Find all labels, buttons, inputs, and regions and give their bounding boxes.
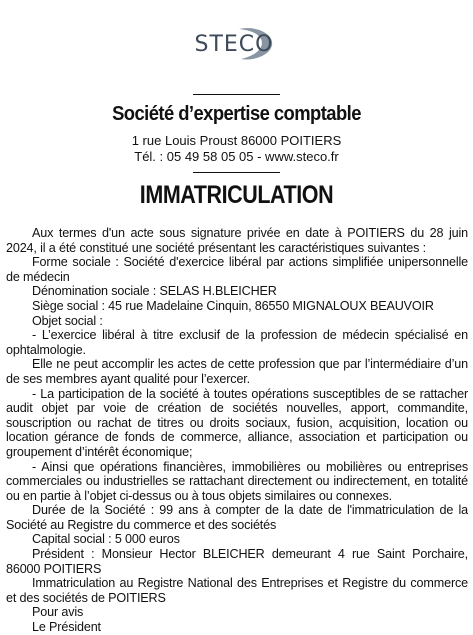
- notice-body: [6, 226, 468, 635]
- paragraph-siege-social: Siège social : 45 rue Madelaine Cinquin, 86550 MIGNALOUX BEAUVOIR: [32, 298, 434, 313]
- steco-logo: [193, 26, 275, 62]
- paragraph-objet-operations: - Ainsi que opérations financières, immobilières ou mobilières ou entreprises commerciales ou industrielles se rattachant directement ou indirectement, en totalité ou en partie à l’objet ci-dessus ou à tous objets similaires ou connexes.: [6, 459, 468, 503]
- paragraph-duree: Durée de la Société : 99 ans à compter de la date de l'immatriculation de la Société au Registre du commerce et des sociétés: [6, 503, 468, 532]
- paragraph-intro: Aux termes d'un acte sous signature privée en date à POITIERS du 28 juin 2024, il a été constitué une société présentant les caractéristiques suivantes :: [6, 226, 468, 255]
- paragraph-capital: Capital social : 5 000 euros: [32, 532, 180, 547]
- paragraph-forme-sociale: Forme sociale : Société d'exercice libéral par actions simplifiée unipersonnelle de médecin: [6, 255, 468, 284]
- notice-title: IMMATRICULATION: [139, 181, 334, 209]
- title-divider: [193, 172, 280, 173]
- paragraph-pour-avis: Pour avis: [32, 605, 84, 620]
- paragraph-immatriculation: Immatriculation au Registre National des Entreprises et Registre du commerce et des sociétés de POITIERS: [6, 576, 468, 605]
- paragraph-president: Président : Monsieur Hector BLEICHER demeurant 4 rue Saint Porchaire, 86000 POITIERS: [6, 547, 468, 576]
- paragraph-objet-participation: - La participation de la société à toutes opérations susceptibles de se rattacher audit objet par voie de création de sociétés nouvelles, apport, commandite, souscription ou rachat de titres ou droits sociaux, fusion, acquisition, location ou location gérance de fonds de commerce, alliance, association et participation ou groupement d’intérêt économique;: [6, 386, 468, 459]
- header-divider: [193, 94, 280, 95]
- paragraph-objet-exercice: - L’exercice libéral à titre exclusif de la profession de médecin spécialisé en ophtalmologie.: [6, 328, 468, 357]
- paragraph-denomination: Dénomination sociale : SELAS H.BLEICHER: [32, 284, 277, 299]
- paragraph-signature: Le Président: [32, 620, 101, 635]
- cabinet-name: Société d’expertise comptable: [112, 103, 361, 125]
- logo-text: STECO: [194, 31, 274, 57]
- paragraph-objet-restriction: Elle ne peut accomplir les actes de cette profession que par l’intermédiaire d’un de ses membres ayant qualité pour l’exercer.: [6, 357, 468, 386]
- cabinet-contact: Tél. : 05 49 58 05 05 - www.steco.fr: [134, 149, 339, 164]
- cabinet-address: 1 rue Louis Proust 86000 POITIERS: [131, 133, 342, 148]
- paragraph-objet-social: Objet social :: [32, 313, 103, 328]
